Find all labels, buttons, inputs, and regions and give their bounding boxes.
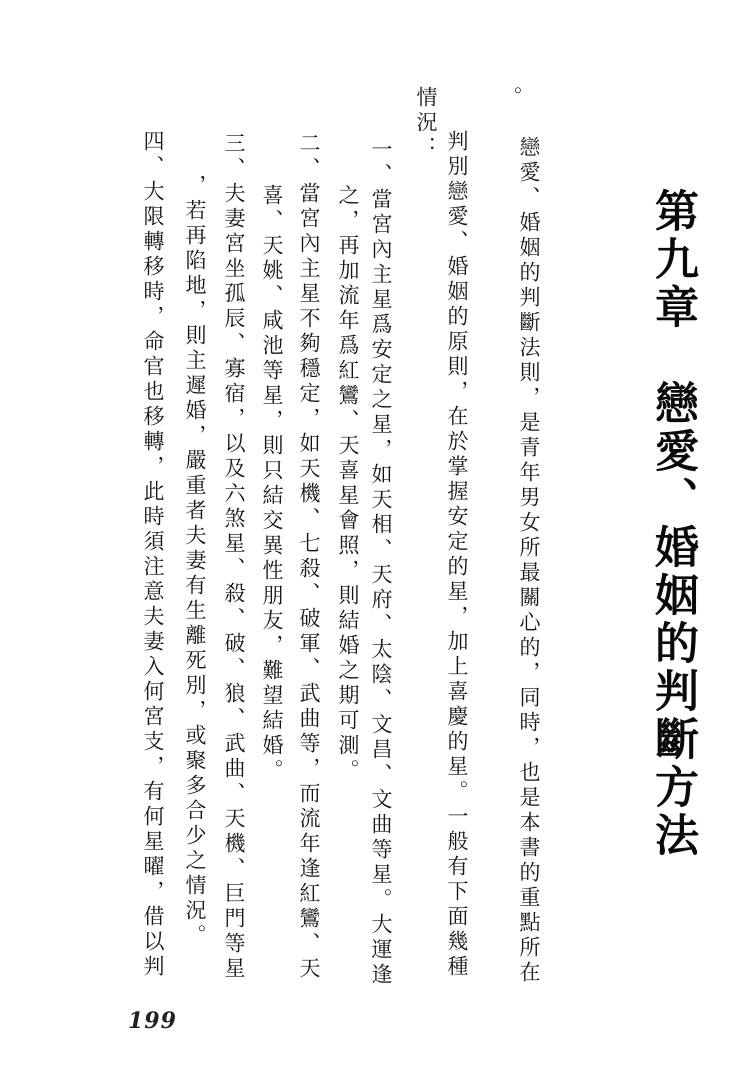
item-4-line-1: 四、大限轉移時，命官也移轉，此時須注意夫妻入何宮支，有何星曜，借以判 bbox=[141, 130, 165, 980]
item-3-line-1: 三、夫妻宮坐孤辰、寡宿，以及六煞星、殺、破、狼、武曲、天機、巨門等星 bbox=[222, 132, 246, 982]
item-2-line-2: 喜、天姚、咸池等星，則只結交異性朋友，難望結婚。 bbox=[260, 184, 284, 784]
intro-line-2: 。 bbox=[499, 86, 523, 111]
intro-line-3: 判別戀愛、婚姻的原則，在於掌握安定的星，加上喜慶的星。一般有下面幾種 bbox=[445, 130, 469, 980]
item-3-line-2: ，若再陷地，則主遲婚，嚴重者夫妻有生離死別，或聚多合少之情況。 bbox=[183, 174, 207, 949]
item-2-line-1: 二、當宮內主星不夠穩定，如天機、七殺、破軍、武曲等，而流年逢紅鸞、天 bbox=[297, 132, 321, 982]
item-1-line-1: 一、當宮內主星爲安定之星，如天相、天府、太陰、文昌、文曲等星。大運逢 bbox=[369, 138, 393, 988]
intro-line-4: 情況： bbox=[414, 86, 438, 161]
page-number: 199 bbox=[128, 1008, 177, 1034]
item-1-line-2: 之，再加流年爲紅鸞、天喜星會照，則結婚之期可測。 bbox=[336, 184, 360, 784]
chapter-title: 第九章 戀愛、婚姻的判斷方法 bbox=[647, 188, 698, 860]
intro-line-1: 戀愛、婚姻的判斷法則，是青年男女所最關心的，同時，也是本書的重點所在 bbox=[517, 136, 541, 986]
